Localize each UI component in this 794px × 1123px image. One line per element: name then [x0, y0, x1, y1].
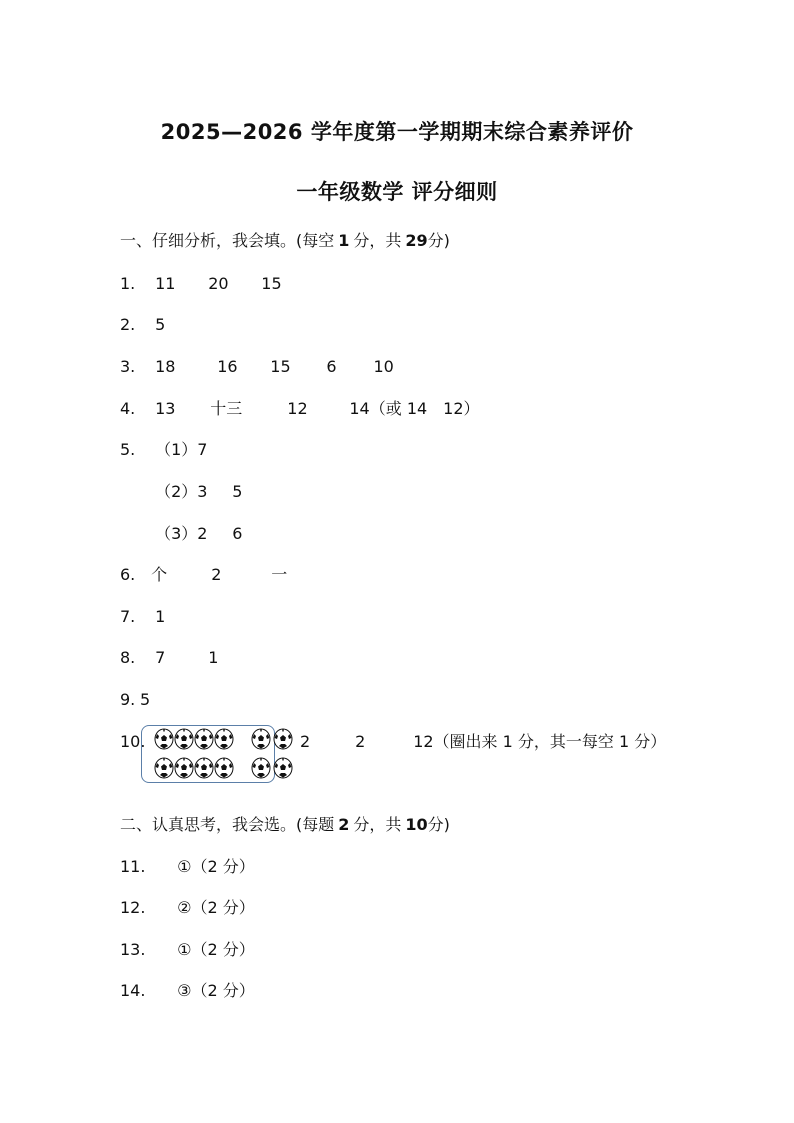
section-2-heading-text: 二、认真思考，我会选。(每题: [120, 815, 335, 834]
item-number: 10.: [120, 732, 146, 751]
soccer-ball-icon: [174, 728, 194, 750]
answer-value: 5: [155, 315, 166, 334]
choice-row-14: [120, 980, 255, 1002]
answer-value: 11: [155, 274, 176, 293]
soccer-ball-icon: [251, 728, 271, 750]
section-1-total-points: 29: [405, 231, 428, 250]
section-2-total-points: 10: [405, 815, 428, 834]
section-2-heading-end: 分): [427, 815, 450, 834]
answer-row-6: [120, 564, 287, 586]
answer-value: 18: [155, 357, 176, 376]
answer-value: 20: [208, 274, 229, 293]
answer-value: 1: [155, 607, 166, 626]
item-number: 14.: [120, 981, 146, 1000]
answer-value: 13: [155, 399, 176, 418]
answer-value: 十三: [210, 399, 243, 418]
item-number: 5.: [120, 440, 136, 459]
answer-value: （3）2: [155, 524, 208, 543]
item-number: 7.: [120, 607, 136, 626]
answer-value: 14（或 14 12）: [349, 399, 480, 418]
item-number: 12.: [120, 898, 146, 917]
answer-row-3: [120, 356, 394, 378]
choice-row-12: [120, 897, 255, 919]
soccer-ball-icon: [214, 728, 234, 750]
answer-value: 5: [140, 690, 151, 709]
section-1-heading-text: 一、仔细分析，我会填。(每空: [120, 231, 335, 250]
item-number: 4.: [120, 399, 136, 418]
item-number: 11.: [120, 857, 146, 876]
item-number: 13.: [120, 940, 146, 959]
answer-row-2: [120, 314, 165, 336]
choice-answer: ①（2 分）: [177, 940, 255, 959]
soccer-ball-icon: [273, 728, 293, 750]
answer-value: 10: [373, 357, 394, 376]
answer-value: 2: [211, 565, 222, 584]
answer-value: 1: [208, 648, 219, 667]
answer-row-10-values: [300, 731, 666, 753]
choice-answer: ③（2 分）: [177, 981, 255, 1000]
soccer-ball-icon: [273, 757, 293, 779]
answer-row-4: [120, 398, 480, 420]
answer-row-8: [120, 647, 218, 669]
answer-value: 6: [326, 357, 337, 376]
answer-row-9: [120, 689, 150, 711]
soccer-ball-icon: [214, 757, 234, 779]
answer-value: 2: [355, 732, 366, 751]
answer-row-7: [120, 606, 165, 628]
soccer-ball-icon: [154, 728, 174, 750]
item-number: 2.: [120, 315, 136, 334]
choice-row-11: [120, 856, 255, 878]
soccer-ball-icon: [194, 728, 214, 750]
soccer-ball-icon: [194, 757, 214, 779]
item-number: 1.: [120, 274, 136, 293]
item-number: 3.: [120, 357, 136, 376]
section-1-heading-end: 分): [427, 231, 450, 250]
section-1-heading-mid: 分，共: [353, 231, 402, 250]
section-2-heading-mid: 分，共: [353, 815, 402, 834]
answer-value: 12（圈出来 1 分，其一每空 1 分）: [413, 732, 667, 751]
answer-row-5: [120, 439, 207, 461]
answer-value: 12: [287, 399, 308, 418]
choice-answer: ①（2 分）: [177, 857, 255, 876]
answer-value: （1）7: [155, 440, 208, 459]
section-2-heading: [120, 814, 450, 836]
item-number: 9.: [120, 690, 136, 709]
item-number: 8.: [120, 648, 136, 667]
answer-value: 6: [232, 524, 243, 543]
soccer-ball-icon: [251, 757, 271, 779]
item-number: 6.: [120, 565, 136, 584]
section-1-heading: [120, 230, 450, 252]
choice-answer: ②（2 分）: [177, 898, 255, 917]
answer-value: 16: [217, 357, 238, 376]
answer-value: 2: [300, 732, 311, 751]
section-1-points-per-blank: 1: [338, 231, 350, 250]
soccer-ball-icon: [174, 757, 194, 779]
answer-value: 个: [151, 565, 168, 584]
answer-row-5-3: [120, 523, 242, 545]
document-title: 2025—2026 学年度第一学期期末综合素养评价: [160, 120, 634, 144]
answer-row-1: [120, 273, 282, 295]
answer-value: 15: [261, 274, 282, 293]
answer-value: （2）3: [155, 482, 208, 501]
answer-value: 7: [155, 648, 166, 667]
document-subtitle: 一年级数学 评分细则: [296, 180, 498, 204]
answer-value: 5: [232, 482, 243, 501]
soccer-ball-icon: [154, 757, 174, 779]
answer-value: 15: [270, 357, 291, 376]
section-2-points-per-question: 2: [338, 815, 350, 834]
answer-row-5-2: [120, 481, 242, 503]
answer-value: 一: [271, 565, 288, 584]
choice-row-13: [120, 939, 255, 961]
